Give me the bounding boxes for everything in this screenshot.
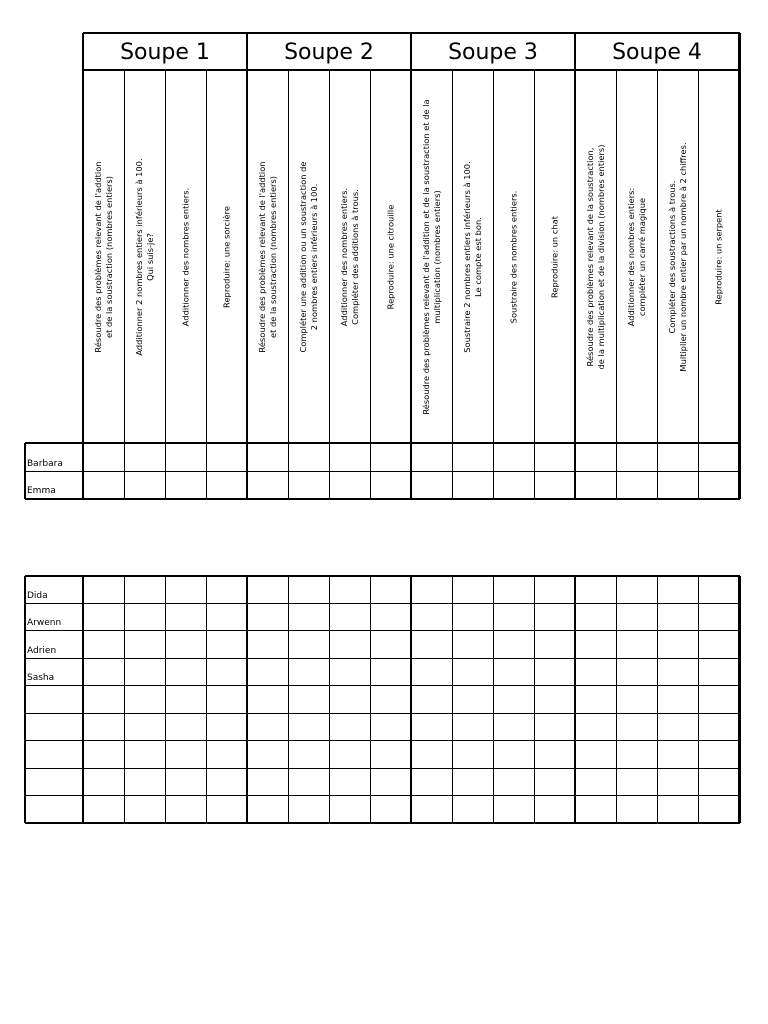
grid-line — [288, 576, 289, 823]
grid-line — [82, 576, 84, 823]
grid-line — [288, 70, 289, 499]
grid-line — [25, 795, 740, 796]
grid-line — [616, 70, 617, 499]
task-header — [698, 71, 739, 443]
grid-line — [410, 33, 412, 499]
task-label: Résoudre des problèmes relevant de l'addtion et de la soustraction (nombres entiers) — [92, 161, 114, 353]
grid-line — [698, 576, 699, 823]
task-label: Compléter des soustractions à trous. Multiplier un nombre entier par un nombre à 2 chiffres. — [666, 142, 688, 372]
student-name: Barbara — [27, 459, 63, 469]
grid-line — [698, 70, 699, 499]
task-header — [616, 71, 657, 443]
grid-line — [25, 768, 740, 769]
student-name: Adrien — [27, 646, 57, 656]
grid-line — [25, 740, 740, 741]
student-name: Emma — [27, 486, 56, 496]
grid-line — [493, 576, 494, 823]
task-header — [165, 71, 206, 443]
task-label: Additionner des nombres entiers. — [180, 187, 190, 327]
task-label: Compléter une addition ou un soustraction de 2 nombres entiers inférieurs à 100. — [297, 161, 319, 353]
task-label: Additionner des nombres entiers: compléter un carré magique — [625, 187, 647, 327]
grid-line — [124, 576, 125, 823]
grid-line — [206, 576, 207, 823]
grid-line — [206, 70, 207, 499]
task-header — [534, 71, 575, 443]
task-label: Reproduire: un chat — [549, 216, 559, 298]
grid-line — [24, 576, 25, 823]
task-label: Additionner 2 nombres entiers inférieurs à 100. Qui suis-je? — [133, 158, 155, 356]
task-header — [493, 71, 534, 443]
grid-line — [124, 70, 125, 499]
grid-line — [25, 442, 740, 444]
grid-line — [452, 70, 453, 499]
grid-line — [25, 822, 740, 824]
grid-line — [534, 70, 535, 499]
grid-line — [165, 576, 166, 823]
soup-3-title: Soupe 3 — [448, 39, 538, 65]
task-label: Additionner des nombres entiers. Compléter des additions à trous. — [338, 187, 360, 327]
grid-line — [657, 70, 658, 499]
grid-line — [25, 713, 740, 714]
task-header — [247, 71, 288, 443]
task-label: Résoudre des problèmes relevant de l'addtion et de la soustraction (nombres entiers) — [256, 161, 278, 353]
grid-line — [25, 471, 740, 472]
grid-line — [24, 443, 25, 499]
grid-line — [493, 70, 494, 499]
soup-2-title: Soupe 2 — [284, 39, 374, 65]
grid-line — [739, 33, 741, 499]
task-label: Reproduire: un serpent — [713, 209, 723, 305]
task-header — [83, 71, 124, 443]
task-label: Soustraire des nombres entiers. — [508, 190, 518, 324]
grid-line — [534, 576, 535, 823]
soup-1-title: Soupe 1 — [120, 39, 210, 65]
grid-line — [246, 33, 248, 499]
soup-4-title: Soupe 4 — [612, 39, 702, 65]
task-label: Résoudre des problèmes relevant de l'addition et de la soustraction et de la multiplication (nombres entiers) — [420, 99, 442, 415]
grid-line — [329, 576, 330, 823]
student-name: Sasha — [27, 673, 55, 683]
task-label: Résoudre des problèmes relevant de la soustraction, de la multiplication et de la division (nombres entiers) — [584, 144, 606, 370]
grid-line — [739, 576, 741, 823]
grid-line — [410, 576, 412, 823]
grid-line — [370, 70, 371, 499]
task-header — [575, 71, 616, 443]
task-label: Reproduire: une citrouille — [385, 204, 395, 310]
grid-line — [246, 576, 248, 823]
task-header — [411, 71, 452, 443]
grid-line — [25, 575, 740, 577]
task-header — [288, 71, 329, 443]
grid-line — [574, 33, 576, 499]
grid-line — [452, 576, 453, 823]
task-label: Soustraire 2 nombres entiers inférieurs à 100. Le compte est bon. — [461, 161, 483, 353]
grid-line — [370, 576, 371, 823]
grid-line — [616, 576, 617, 823]
task-header — [370, 71, 411, 443]
student-name: Arwenn — [27, 618, 62, 628]
task-header — [206, 71, 247, 443]
task-header — [329, 71, 370, 443]
task-label: Reproduire: une sorcière — [221, 206, 231, 308]
grid-line — [82, 33, 84, 499]
grid-line — [25, 498, 740, 500]
grid-line — [165, 70, 166, 499]
grid-line — [329, 70, 330, 499]
task-header — [452, 71, 493, 443]
grid-line — [25, 630, 740, 631]
grid-line — [657, 576, 658, 823]
grid-line — [574, 576, 576, 823]
task-header — [657, 71, 698, 443]
grid-line — [25, 603, 740, 604]
task-header — [124, 71, 165, 443]
grid-line — [25, 658, 740, 659]
student-name: Dida — [27, 591, 48, 601]
grid-line — [25, 685, 740, 686]
